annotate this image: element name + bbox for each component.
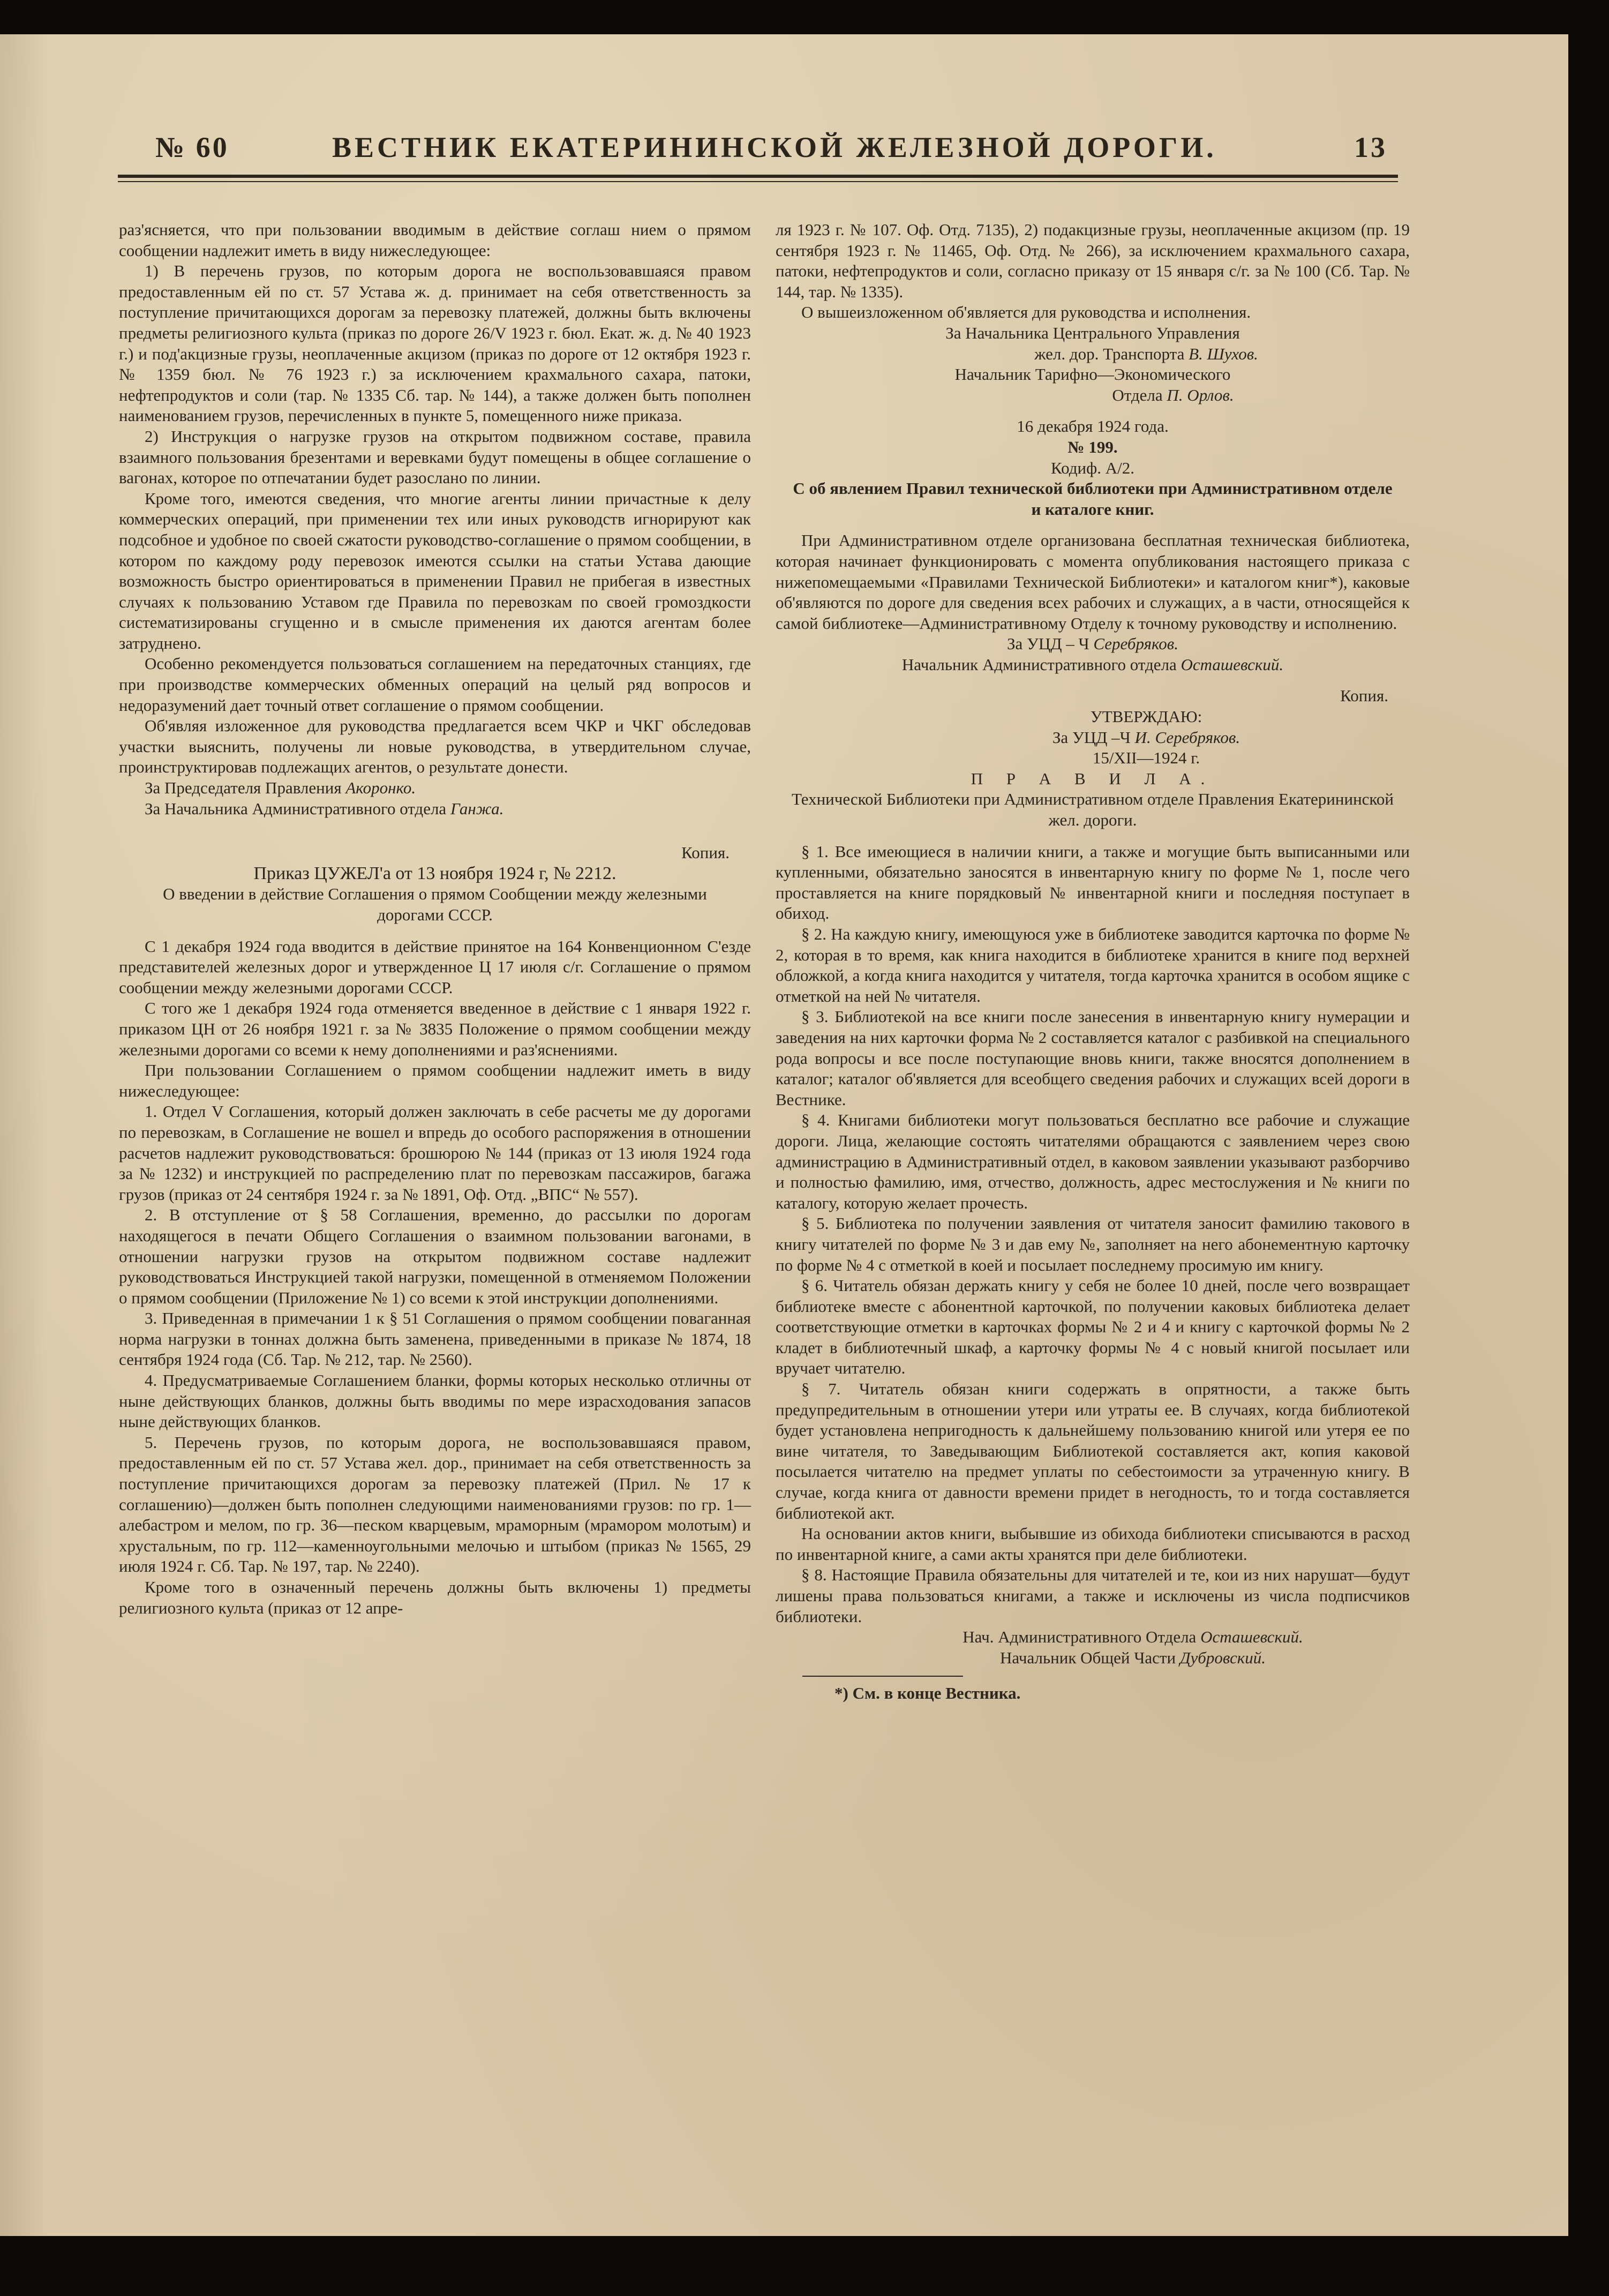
scan-border	[1568, 34, 1609, 2236]
order-code: Кодиф. А/2.	[1051, 458, 1134, 477]
signature-name: В. Шухов.	[1189, 344, 1258, 363]
publication-title: ВЕСТНИК ЕКАТЕРИНИНСКОЙ ЖЕЛЕЗНОЙ ДОРОГИ.	[332, 131, 1217, 163]
signature-line	[119, 778, 751, 799]
signature-name: И. Серебряков.	[1134, 727, 1240, 747]
paragraph: 5. Перечень грузов, по которым дорога, не воспользовавшаяся правом, предоставленным ей по ст. 57 Устава жел. дор., принимает на себя ответственность за поступление причитающихся дорогам за перевозку платежей (Прил. № 17 к соглашению)—должен быть пополнен следующими наименованиями грузов: по гр. 1—алебастром и мелом, по гр. 36—песком кварцевым, мраморным (мрамором молотым) и хрустальным, по гр. 112—каменноугольными мелочью и штыбом (приказ № 1565, 29 июля 1924 г. Сб. Тар. № 197, тар. № 2240).	[119, 1432, 751, 1576]
rule-paragraph: § 1. Все имеющиеся в наличии книги, а также и могущие быть выписанными или купленными, обязательно заносятся в инвентарную книгу по форме № 1, после чего проставляется на книге порядковый № инвентарной книги и последняя поступает в обиход.	[776, 842, 1410, 923]
signature-name: Акоронко.	[345, 778, 416, 798]
rules-subtitle: Технической Библиотеки при Административном отделе Правления Екатерининской жел. дороги.	[791, 790, 1394, 830]
signature-label: Нач. Административного Отдела	[963, 1627, 1197, 1647]
spacer	[776, 520, 1410, 530]
left-column	[119, 220, 751, 1618]
order-subtitle: О введении в действие Соглашения о прямом Сообщении между железными дорогами СССР.	[163, 884, 707, 924]
signature-line	[776, 1627, 1410, 1648]
signature-name: Ганжа.	[450, 799, 504, 818]
page-number: 13	[1354, 131, 1387, 163]
paragraph: О вышеизложенном об'является для руководства и исполнения.	[801, 303, 1251, 322]
spacer	[776, 831, 1410, 842]
paragraph: раз'ясняется, что при пользовании вводимым в действие соглаш нием о прямом сообщении надлежит иметь в виду нижеследующее:	[119, 220, 751, 260]
signature-line: Начальник Тарифно—Экономического	[954, 365, 1231, 384]
signature-line: За Начальника Центрального Управления	[945, 323, 1240, 342]
paragraph: ля 1923 г. № 107. Оф. Отд. 7135), 2) подакцизные грузы, неоплаченные акцизом (пр. 19 сентября 1923 г. № 11465, Оф. Отд. № 266), за исключением крахмального сахара, патоки, нефтепродуктов и соли, согласно приказу от 15 января с/г. за № 100 (Сб. Тар. № 144, тар. № 1335).	[776, 220, 1410, 301]
paragraph: 3. Приведенная в примечании 1 к § 51 Соглашения о прямом сообщении поваганная норма нагрузки в тоннах должна быть заменена, приведенными в приказе № 1874, 18 сентября 1924 года (Сб. Тар. № 212, тар. № 2560).	[119, 1309, 751, 1369]
signature-label: За УЦД –Ч	[1052, 727, 1131, 747]
signature-label: жел. дор. Транспорта	[1034, 344, 1185, 363]
page-header	[118, 121, 1398, 185]
signature-label: За Председателя Правления	[145, 778, 342, 798]
issue-number: № 60	[155, 131, 229, 163]
rule-paragraph: § 4. Книгами библиотеки могут пользоваться бесплатно все рабочие и служащие дороги. Лица, желающие состоять читателями обращаются с заявлением через свою администрацию в Административный отдел, в каковом заявлении указывают разборчиво и полностью фамилию, имя, отчество, должность, адрес местослужения и № книги по каталогу, которую желает прочесть.	[776, 1111, 1410, 1212]
approval-date: 15/XII—1924 г.	[1092, 748, 1200, 768]
signature-label: За УЦД – Ч	[1006, 634, 1089, 654]
paragraph: 1. Отдел V Соглашения, который должен заключать в себе расчеты ме ду дорогами по перевозкам, в Соглашение не вошел и впредь до особого распоряжения в отношении расчетов надлежит руководствоваться: брошюрою № 144 (приказ от 13 июля 1924 года за № 1232) и инструкцией по распределению плат по перевозкам пассажиров, багажа грузов (приказ от 24 сентября 1924 г. за № 1891, Оф. Отд. „ВПС“ № 557).	[119, 1102, 751, 1204]
signature-name: Осташевский.	[1200, 1627, 1303, 1647]
signature-name: Осташевский.	[1181, 655, 1284, 674]
spacer	[776, 406, 1410, 416]
footnote-rule	[802, 1676, 963, 1677]
rule-paragraph: § 5. Библиотека по получении заявления от читателя заносит фамилию такового в книгу читателей по форме № 3 и дав ему №, заполняет на него абонементную карточку по форме № 4 с отметкой в коей и посылает последнему просимую им книгу.	[776, 1214, 1410, 1274]
spacer	[119, 819, 751, 843]
signature-line	[119, 799, 751, 820]
signature-name: Серебряков.	[1093, 634, 1179, 654]
footnote: *) См. в конце Вестника.	[834, 1684, 1021, 1703]
order-date: 16 декабря 1924 года.	[1017, 417, 1169, 436]
header-rule-thin	[118, 181, 1398, 182]
approval-heading: УТВЕРЖДАЮ:	[1090, 707, 1202, 726]
signature-label: За Начальника Административного отдела	[145, 799, 447, 818]
spacer	[776, 675, 1410, 686]
order-number: № 199.	[1067, 437, 1118, 456]
signature-line	[776, 1648, 1410, 1669]
signature-label: Начальник Общей Части	[1000, 1648, 1176, 1667]
paragraph: С того же 1 декабря 1924 года отменяется введенное в действие с 1 января 1922 г. приказом ЦН от 26 ноября 1921 г. за № 3835 Положение о прямом сообщении между железными дорогами со всеми к нему дополнениями и раз'яснениями.	[119, 999, 751, 1059]
paragraph: Особенно рекомендуется пользоваться соглашением на передаточных станциях, где при производстве коммерческих обменных операций на целый ряд вопросов и недоразумений дает точный ответ соглашение о прямом сообщении.	[119, 654, 751, 715]
signature-label: Отдела	[1112, 385, 1163, 404]
paragraph: 4. Предусматриваемые Соглашением бланки, формы которых несколько отличны от ныне действующих бланков, должны быть вводимы по мере израсходования запасов ныне действующих бланков.	[119, 1371, 751, 1431]
copy-mark: Копия.	[681, 843, 730, 862]
signature-line	[776, 344, 1410, 365]
order-title: Приказ ЦУЖЕЛ'а от 13 ноября 1924 г, № 2212.	[253, 863, 616, 883]
paragraph: Об'являя изложенное для руководства предлагается всем ЧКР и ЧКГ обследовав участки выяснить, получены ли новые руководства, в утвердительном случае, проинструктировав подлежащих агентов, о результате донести.	[119, 716, 751, 777]
signature-name: Дубровский.	[1179, 1648, 1266, 1667]
paragraph: 2. В отступление от § 58 Соглашения, временно, до рассылки по дорогам находящегося в печати Общего Соглашения о взаимном пользовании вагонами, в отношении нагрузки грузов на открытом подвижном составе надлежит руководствоваться Инструкцией такой нагрузки, помещенной в отменяемом Положении о прямом сообщении (Приложение № 1) со всеми к этой инструкции дополнениями.	[119, 1205, 751, 1307]
rule-paragraph: § 2. На каждую книгу, имеющуюся уже в библиотеке заводится карточка по форме № 2, которая в то время, как книга находится в библиотеке хранится в книге под верхней обложкой, а когда книга находится у читателя, тогда карточка хранится в особом ящике с отметкой на ней № читателя.	[776, 925, 1410, 1006]
paragraph: Кроме того в означенный перечень должны быть включены 1) предметы религиозного культа (приказ от 12 апре-	[119, 1578, 751, 1617]
paragraph: 1) В перечень грузов, по которым дорога не воспользовавшаяся правом предоставленным ей по ст. 57 Устава ж. д. принимает на себя ответственность за поступление причитающихся дорогам за перевозку платежей, должны быть включены предметы религиозного культа (приказ по дороге 26/V 1923 г. бюл. Екат. ж. д. № 40 1923 г.) и под'акцизные грузы, неоплаченные акцизом (приказ по дороге от 12 октября 1923 г. № 1359 бюл. № 76 1923 г.) за исключением крахмального сахара, патоки, нефтепродуктов и соли (тар. № 1335 Сб. тар. № 144), а также должен быть пополнен наименованием грузов, перечисленных в пункте 5, помещенного ниже приказа.	[119, 261, 751, 425]
rule-paragraph: § 6. Читатель обязан держать книгу у себя не более 10 дней, после чего возвращает библиотеке вместе с абонентной карточкой, по получении каковых библиотека делает соответствующие отметки в карточках формы № 2 и 4 и книгу с карточкой формы № 2 кладет в библиотечный шкаф, а карточку формы № 4 с новый книгой посылает или вручает читателю.	[776, 1276, 1410, 1378]
header-rule-thick	[118, 175, 1398, 178]
copy-mark: Копия.	[1340, 686, 1388, 706]
right-column	[776, 220, 1410, 1704]
spacer	[119, 926, 751, 936]
paragraph: При пользовании Соглашением о прямом сообщении надлежит иметь в виду нижеследующее:	[119, 1061, 751, 1100]
approval-signature	[776, 727, 1410, 748]
signature-name: П. Орлов.	[1167, 385, 1234, 404]
signature-line	[776, 385, 1410, 406]
signature-label: Начальник Административного отдела	[901, 655, 1177, 674]
order-heading: С об явлением Правил технической библиотеки при Административном отделе и каталоге книг.	[793, 479, 1393, 519]
paragraph: При Административном отделе организована бесплатная техническая библиотека, которая начинает функционировать с момента опубликования настоящего приказа с нижепомещаемыми «Правилами Технической Библиотеки» и каталогом книг*), каковые об'являются по дороге для сведения всех рабочих и служащих, а в части, относящейся к самой библиотеке—Административному Отделу к точному руководству и исполнению.	[776, 531, 1410, 633]
rule-paragraph: На основании актов книги, выбывшие из обихода библиотеки списываются в расход по инвентарной книге, а сами акты хранятся при деле библиотеки.	[776, 1524, 1410, 1564]
signature-line	[776, 634, 1410, 655]
rule-paragraph: § 8. Настоящие Правила обязательны для читателей и те, кои из них нарушат—будут лишены права пользоваться книгами, а также и исключены из числа подписчиков библиотеки.	[776, 1565, 1410, 1626]
paragraph: 2) Инструкция о нагрузке грузов на открытом подвижном составе, правила взаимного пользования брезентами и веревками будут помещены в общее соглашение о вагонах, которое по отпечатании будет разослано по линии.	[119, 426, 751, 487]
paragraph: Кроме того, имеются сведения, что многие агенты линии причастные к делу коммерческих операций, при применении тех или иных руководств игнорируют как подсобное и удобное по своей сжатости руководство-соглашение о прямом сообщении, в котором по каждому роду перевозок имеются ссылки на статьи Устава дающие возможность быстро ориентироваться в применении Правил не прибегая в известных случаях к пользованию Уставом где Правила по перевозкам по своей громоздкости систематизированы сгущенно и в смысле применения их даются агентам более затруднено.	[119, 489, 751, 652]
rule-paragraph: § 3. Библиотекой на все книги после занесения в инвентарную книгу нумерации и заведения на них карточки форма № 2 составляется каталог с разбивкой на специального рода вопросы и все после поступающие вновь книги, также вносятся дополнением в каталог; каталог об'является для всеобщего сведения рабочих и служащих всей дороги в Вестнике.	[776, 1007, 1410, 1109]
signature-line	[776, 655, 1410, 676]
rules-title: П Р А В И Л А.	[971, 769, 1215, 788]
paragraph: С 1 декабря 1924 года вводится в действие принятое на 164 Конвенционном С'езде представителей железных дорог и утвержденное Ц 17 июля с/г. Соглашение о прямом сообщении между железными дорогами СССР.	[119, 936, 751, 997]
rule-paragraph: § 7. Читатель обязан книги содержать в опрятности, а также быть предупредительным в отношении утери или утраты ее. В случаях, когда библиотекой будет установлена непригодность к дальнейшему пользованию книгой или утеря ее по вине читателя, то Заведывающим Библиотекой составляется акт, копия каковой посылается читателю на предмет уплаты по себестоимости за утраченную книгу. В случае, когда книга от давности времени придет в негодность, то и тогда составляется библиотекой акт.	[776, 1379, 1410, 1522]
